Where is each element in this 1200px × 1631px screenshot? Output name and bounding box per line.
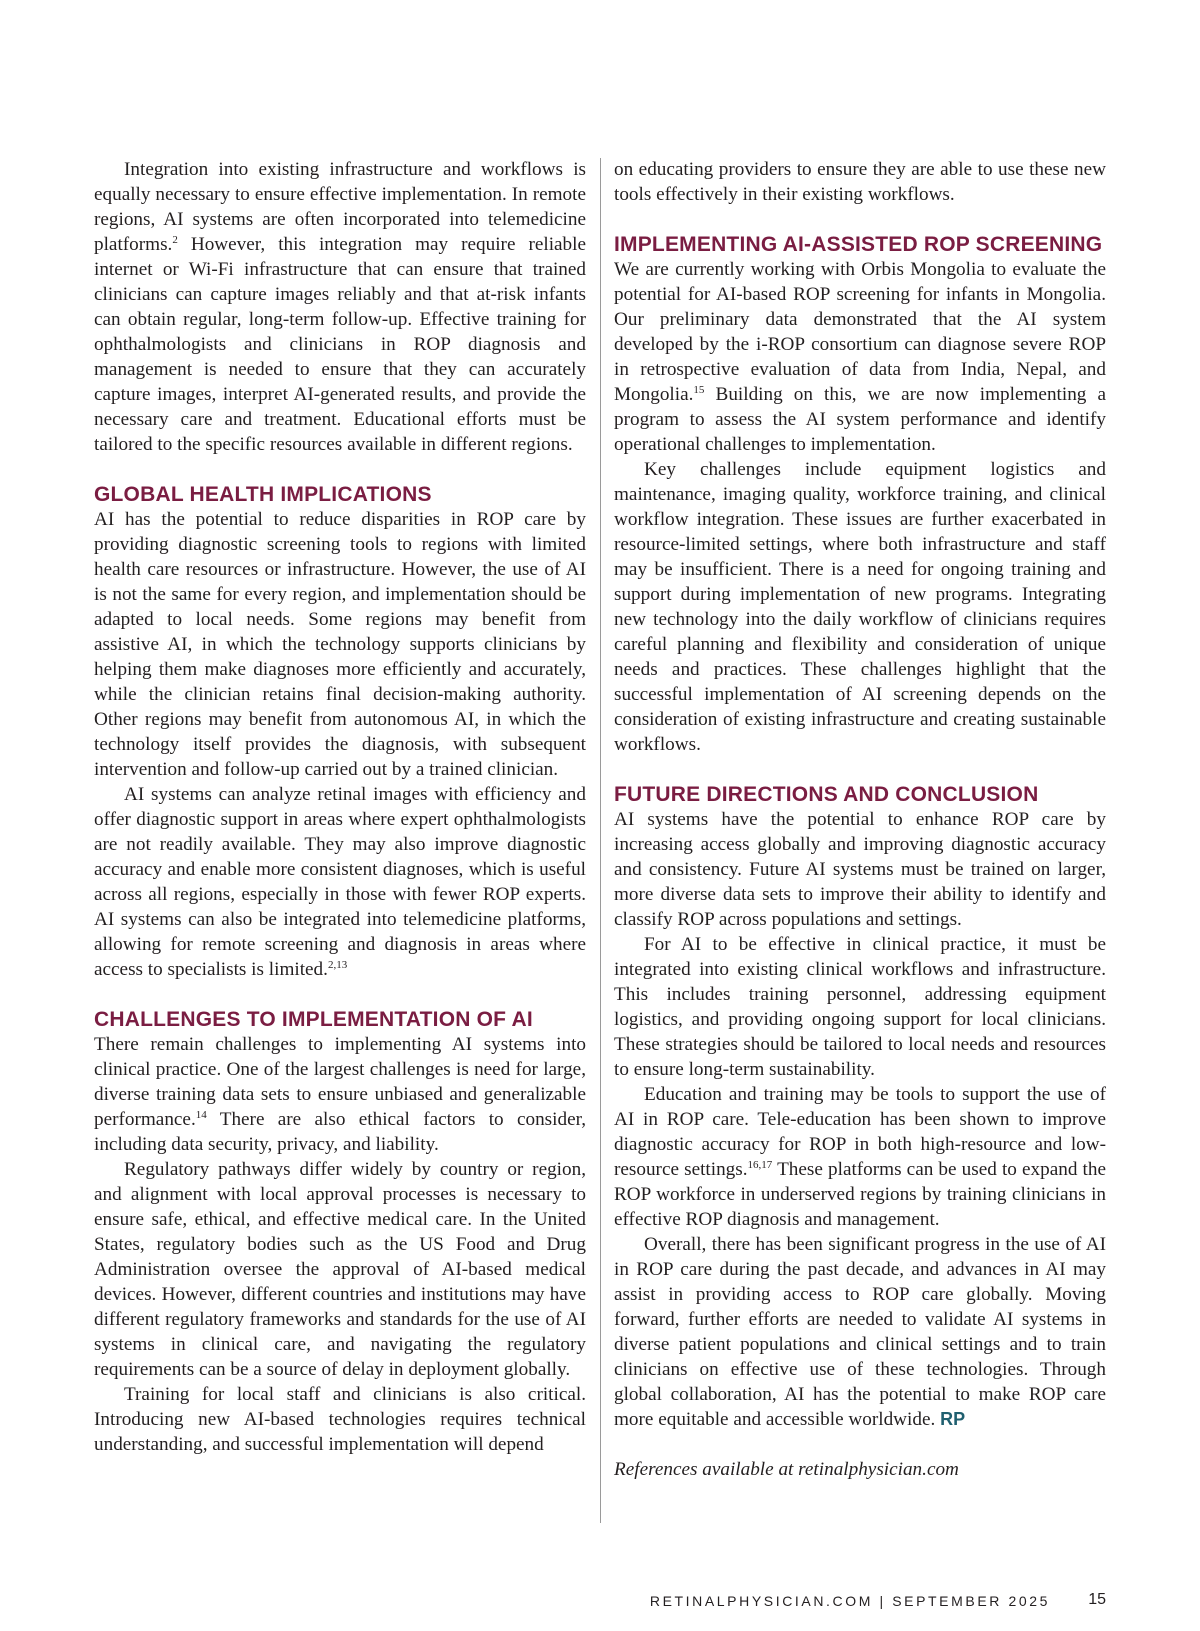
section-heading-challenges: CHALLENGES TO IMPLEMENTATION OF AI <box>94 1008 533 1031</box>
paragraph: on educating providers to ensure they are able to use these new tools effectively in their existing workflows. <box>614 159 1106 205</box>
section-heading-future-directions: FUTURE DIRECTIONS AND CONCLUSION <box>614 783 1039 806</box>
paragraph <box>94 157 586 457</box>
page-footer <box>0 1593 1200 1613</box>
text: There remain challenges to implementing AI systems into clinical practice. One of the largest challenges is need for large, diverse training data sets to ensure unbiased and generalizable performance. <box>94 1034 586 1130</box>
paragraph <box>94 1032 586 1157</box>
page-number: 15 <box>1088 1591 1106 1608</box>
reference-superscript: 15 <box>693 384 705 396</box>
footer-site-date: RETINALPHYSICIAN.COM | SEPTEMBER 2025 <box>649 1593 1050 1609</box>
section-heading-implementing: IMPLEMENTING AI-ASSISTED ROP SCREENING <box>614 233 1103 256</box>
rp-end-mark: RP <box>940 1409 966 1429</box>
paragraph: AI systems have the potential to enhance ROP care by increasing access globally and improving diagnostic accuracy and consistency. Future AI systems must be trained on larger, more diverse data sets to improve their ability to identify and classify ROP across populations and settings. <box>614 809 1106 930</box>
reference-superscript: 16,17 <box>747 1159 773 1171</box>
right-column <box>614 157 1106 1482</box>
paragraph <box>614 1082 1106 1232</box>
text: We are currently working with Orbis Mongolia to evaluate the potential for AI-based ROP screening for infants in Mongolia. Our preliminary data demonstrated that the AI system developed by the i-ROP consortium can diagnose severe ROP in retrospective evaluation of data from India, Nepal, and Mongolia. <box>614 259 1106 405</box>
paragraph: Key challenges include equipment logistics and maintenance, imaging quality, workforce training, and clinical workflow integration. These issues are further exacerbated in resource-limited settings, where both infrastructure and staff may be insufficient. There is a need for ongoing training and support during implementation of new programs. Integrating new technology into the daily workflow of clinicians requires careful planning and flexibility and consideration of unique needs and practices. These challenges highlight that the successful implementation of AI screening depends on the consideration of existing infrastructure and creating sustainable workflows. <box>614 459 1106 755</box>
text: There are also ethical factors to consider, including data security, privacy, and liability. <box>94 1109 586 1155</box>
reference-superscript: 2 <box>172 234 178 246</box>
text: Education and training may be tools to support the use of AI in ROP care. Tele-education has been shown to improve diagnostic accuracy for ROP in both high-resource and low-resource settings. <box>614 1084 1106 1180</box>
text: Overall, there has been significant progress in the use of AI in ROP care during the past decade, and advances in AI may assist in providing access to ROP care globally. Moving forward, further efforts are needed to validate AI systems in diverse patient populations and clinical settings and to train clinicians on effective use of these technologies. Through global collaboration, AI has the potential to make ROP care more equitable and accessible worldwide. <box>614 1234 1106 1430</box>
text: Integration into existing infrastructure and workflows is equally necessary to ensure effective implementation. In remote regions, AI systems are often incorporated into telemedicine platforms. <box>94 159 586 255</box>
paragraph: Regulatory pathways differ widely by country or region, and alignment with local approval processes is necessary to ensure safe, ethical, and effective medical care. In the United States, regulatory bodies such as the US Food and Drug Administration oversee the approval of AI-based medical devices. However, different countries and institutions may have different regulatory frameworks and standards for the use of AI systems in clinical care, and navigating the regulatory requirements can be a source of delay in deployment globally. <box>94 1159 586 1380</box>
paragraph <box>614 257 1106 457</box>
reference-superscript: 14 <box>195 1109 207 1121</box>
column-divider <box>600 158 601 1523</box>
paragraph: AI has the potential to reduce disparities in ROP care by providing diagnostic screening tools to regions with limited health care resources or infrastructure. However, the use of AI is not the same for every region, and implementation should be adapted to local needs. Some regions may benefit from assistive AI, in which the technology supports clinicians by helping them make diagnoses more efficiently and accurately, while the clinician retains final decision-making authority. Other regions may benefit from autonomous AI, in which the technology itself provides the diagnosis, with subsequent intervention and follow-up carried out by a trained clinician. <box>94 509 586 780</box>
reference-superscript: 2,13 <box>327 959 348 971</box>
paragraph: Training for local staff and clinicians is also critical. Introducing new AI-based technologies requires technical understanding, and successful implementation will depend <box>94 1384 586 1455</box>
text: AI systems can analyze retinal images with efficiency and offer diagnostic support in areas where expert ophthalmologists are not readily available. They may also improve diagnostic accuracy and enable more consistent diagnoses, which is useful across all regions, especially in those with fewer ROP experts. AI systems can also be integrated into telemedicine platforms, allowing for remote screening and diagnosis in areas where access to specialists is limited. <box>94 784 586 980</box>
paragraph <box>614 1232 1106 1432</box>
text: Building on this, we are now implementing a program to assess the AI system performance and identify operational challenges to implementation. <box>614 384 1106 455</box>
text: However, this integration may require reliable internet or Wi-Fi infrastructure that can ensure that trained clinicians can capture images reliably and that at-risk infants can obtain regular, long-term follow-up. Effective training for ophthalmologists and clinicians in ROP diagnosis and management is needed to ensure that they can accurately capture images, interpret AI-generated results, and provide the necessary care and treatment. Educational efforts must be tailored to the specific resources available in different regions. <box>94 234 586 455</box>
paragraph <box>94 782 586 982</box>
paragraph: For AI to be effective in clinical practice, it must be integrated into existing clinical workflows and infrastructure. This includes training personnel, addressing equipment logistics, and providing ongoing support for local clinicians. These strategies should be tailored to local needs and resources to ensure long-term sustainability. <box>614 934 1106 1080</box>
left-column <box>94 157 586 1457</box>
text: These platforms can be used to expand the ROP workforce in underserved regions by training clinicians in effective ROP diagnosis and management. <box>614 1159 1106 1230</box>
references-note: References available at retinalphysician.com <box>614 1459 959 1480</box>
section-heading-global-health: GLOBAL HEALTH IMPLICATIONS <box>94 483 432 506</box>
